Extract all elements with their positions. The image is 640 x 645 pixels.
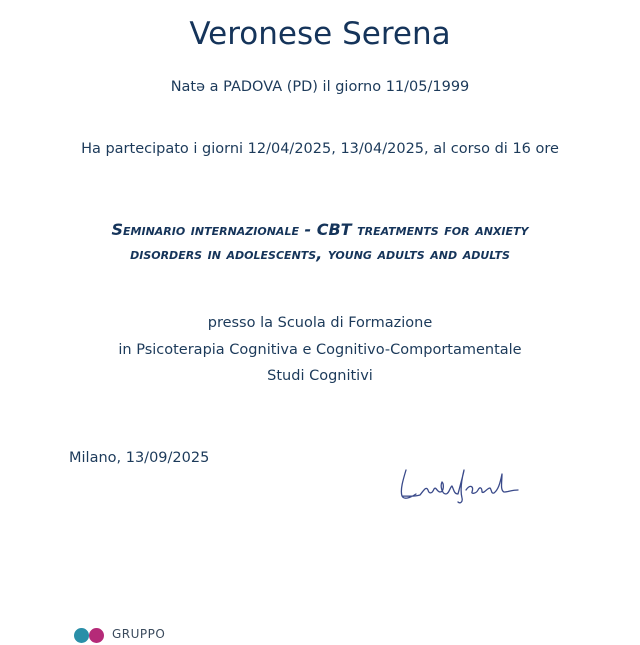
logo-dot-magenta-icon bbox=[89, 628, 104, 643]
birth-info: Natǝ a PADOVA (PD) il giorno 11/05/1999 bbox=[170, 79, 470, 95]
logo-text: GRUPPO bbox=[112, 627, 166, 641]
recipient-name: Veronese Serena bbox=[189, 16, 451, 52]
school-info bbox=[0, 310, 640, 390]
school-line-3: Studi Cognitivi bbox=[267, 368, 373, 384]
school-line-2: in Psicoterapia Cognitiva e Cognitivo-Comportamentale bbox=[118, 341, 522, 358]
place-date: Milano, 13/09/2025 bbox=[69, 450, 210, 466]
signature bbox=[394, 456, 524, 508]
logo-dot-teal-icon bbox=[74, 628, 89, 643]
participation-info: Ha partecipato i giorni 12/04/2025, 13/04/2025, al corso di 16 ore bbox=[81, 141, 559, 157]
school-line-1: presso la Scuola di Formazione bbox=[207, 315, 433, 331]
course-title: Seminario internazionale - CBT treatments for anxiety disorders in adolescents, young adults and adults bbox=[111, 220, 529, 263]
